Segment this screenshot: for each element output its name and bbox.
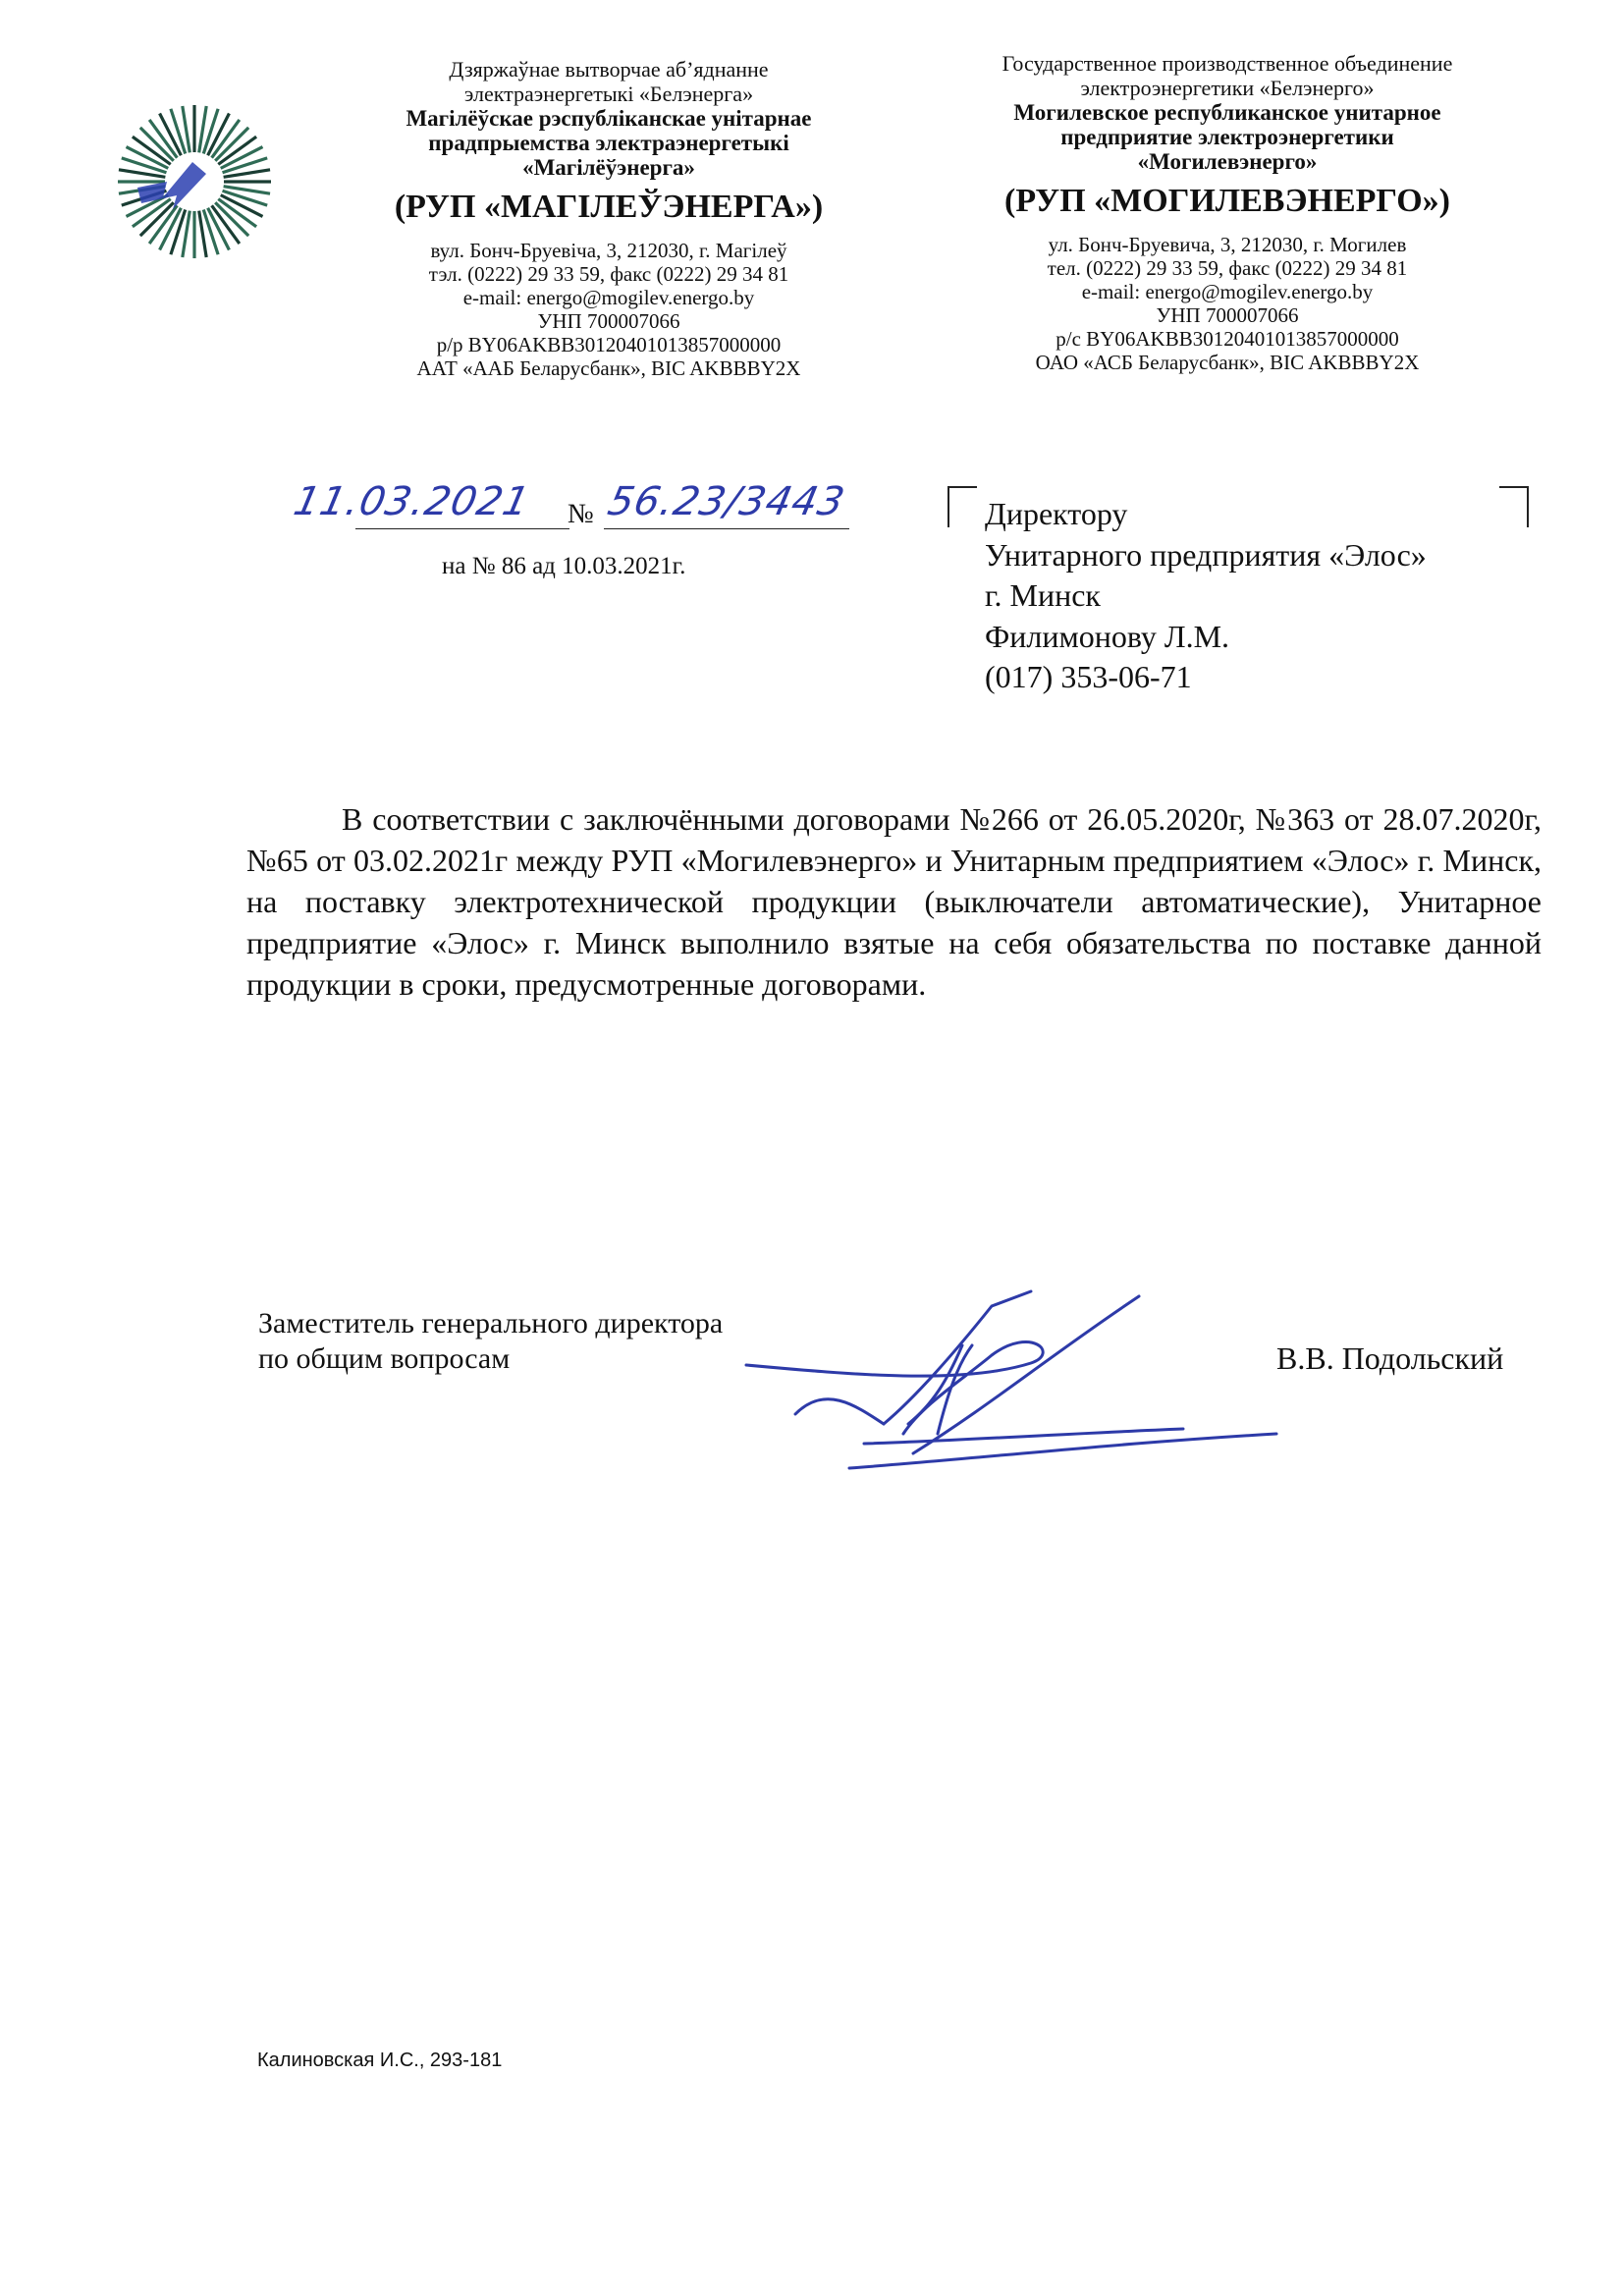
handwritten-signature [736, 1286, 1286, 1473]
signatory-name: В.В. Подольский [1276, 1340, 1504, 1376]
org-address: вул. Бонч-Бруевіча, 3, 212030, г. Магілеў [430, 239, 787, 262]
org-parent-line2: электроэнергетики «Белэнерго» [1080, 76, 1375, 100]
org-bank: ОАО «АСБ Беларусбанк», BIC AKBBBY2X [1035, 351, 1420, 374]
org-account: р/р BY06AKBB30120401013857000000 [436, 333, 782, 356]
addressee-city: г. Минск [985, 577, 1101, 613]
letter-body: В соответствии с заключёнными договорами №266 от 26.05.2020г, №363 от 28.07.2020г, №65 от 03.02.2021г между РУП «Могилевэнерго» и Унитарным предприятием «Элос» г. Минск, на поставку электротехнической продукции (выключатели автоматические), Унитарное предприятие «Элос» г. Минск выполнило взятые на себя обязательства по поставке данной продукции в сроки, предусмотренные договорами. [246, 801, 1542, 1002]
addressee-phone: (017) 353-06-71 [985, 659, 1192, 694]
addressee-title: Директору [985, 496, 1128, 531]
org-bank: ААТ «ААБ Беларусбанк», BIC AKBBBY2X [416, 356, 801, 380]
org-unp: УНП 700007066 [1156, 303, 1299, 327]
org-address: ул. Бонч-Бруевича, 3, 212030, г. Могилев [1048, 233, 1407, 256]
addressee-block [985, 494, 1427, 698]
org-account: р/с BY06AKBB30120401013857000000 [1056, 327, 1399, 351]
org-email: e-mail: energo@mogilev.energo.by [462, 286, 755, 309]
addressee-name: Филимонову Л.М. [985, 618, 1230, 654]
addressee-bracket-right [1499, 486, 1529, 527]
org-name-line2: предприятие электроэнергетики [1060, 125, 1394, 149]
org-name-line3: «Магілёўэнерга» [522, 155, 695, 180]
reply-reference: на № 86 ад 10.03.2021г. [442, 553, 686, 579]
executor-info: Калиновская И.С., 293-181 [257, 2050, 503, 2071]
org-unp: УНП 700007066 [537, 309, 680, 333]
org-parent-line1: Дзяржаўнае вытворчае аб’яднанне [449, 57, 769, 82]
number-underline [604, 528, 849, 529]
registration-date: 11.03.2021 [290, 479, 534, 524]
org-short-name: (РУП «МОГИЛЕВЭНЕРГО») [1004, 183, 1450, 219]
signatory-position-line2: по общим вопросам [258, 1342, 511, 1375]
org-parent-line1: Государственное производственное объединение [1001, 51, 1453, 76]
org-phone: тел. (0222) 29 33 59, факс (0222) 29 34 81 [1047, 256, 1408, 280]
addressee-organization: Унитарного предприятия «Элос» [985, 536, 1427, 573]
date-underline [355, 528, 569, 529]
org-name-line3: «Могилевэнерго» [1137, 149, 1318, 174]
signatory-position-line1: Заместитель генерального директора [258, 1307, 724, 1339]
letterhead-belarusian [334, 57, 884, 380]
company-logo-icon [116, 103, 273, 260]
org-name-line2: прадпрыемства электраэнергетыкі [428, 131, 789, 155]
org-name-line1: Могилевское республиканское унитарное [1013, 100, 1441, 125]
org-email: e-mail: energo@mogilev.energo.by [1081, 280, 1374, 303]
org-phone: тэл. (0222) 29 33 59, факс (0222) 29 34 81 [428, 262, 789, 286]
signatory-position [258, 1306, 723, 1377]
number-label: № [568, 499, 594, 529]
letterhead-russian [928, 51, 1527, 374]
org-short-name: (РУП «МАГІЛЕЎЭНЕРГА») [394, 189, 824, 225]
registration-number: 56.23/3443 [604, 479, 849, 524]
addressee-bracket-left [947, 486, 977, 527]
org-name-line1: Магілёўскае рэспубліканскае унітарнае [406, 106, 812, 131]
org-parent-line2: электраэнергетыкі «Белэнерга» [463, 82, 754, 106]
